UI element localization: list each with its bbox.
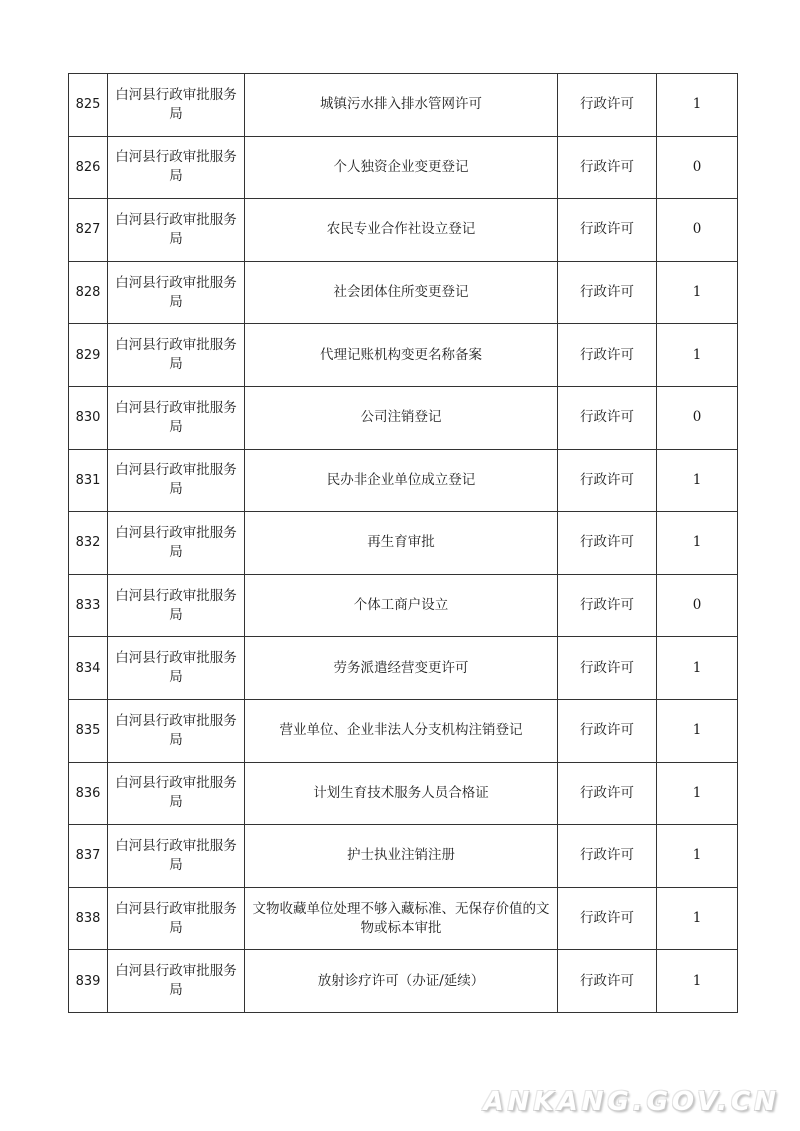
table-row: [69, 449, 738, 512]
cell-count: 1: [657, 825, 738, 888]
table-row: [69, 950, 738, 1013]
cell-item-name: 个体工商户设立: [245, 574, 558, 637]
table-row: [69, 762, 738, 825]
cell-number: 836: [69, 762, 108, 825]
document-table-container: [68, 73, 713, 1013]
cell-number: 829: [69, 324, 108, 387]
cell-organization: 白河县行政审批服务局: [108, 637, 245, 700]
table-row: [69, 261, 738, 324]
cell-item-name: 放射诊疗许可（办证/延续）: [245, 950, 558, 1013]
cell-organization: 白河县行政审批服务局: [108, 887, 245, 950]
cell-item-name: 个人独资企业变更登记: [245, 136, 558, 199]
cell-item-name: 民办非企业单位成立登记: [245, 449, 558, 512]
cell-count: 0: [657, 199, 738, 262]
cell-number: 827: [69, 199, 108, 262]
cell-count: 1: [657, 762, 738, 825]
table-row: [69, 199, 738, 262]
cell-number: 831: [69, 449, 108, 512]
cell-count: 1: [657, 449, 738, 512]
cell-item-name: 护士执业注销注册: [245, 825, 558, 888]
cell-organization: 白河县行政审批服务局: [108, 449, 245, 512]
table-row: [69, 637, 738, 700]
cell-organization: 白河县行政审批服务局: [108, 324, 245, 387]
table-row: [69, 74, 738, 137]
cell-organization: 白河县行政审批服务局: [108, 74, 245, 137]
table-body: [69, 74, 738, 1013]
cell-organization: 白河县行政审批服务局: [108, 199, 245, 262]
cell-item-type: 行政许可: [558, 199, 657, 262]
cell-item-type: 行政许可: [558, 74, 657, 137]
cell-item-type: 行政许可: [558, 449, 657, 512]
cell-count: 1: [657, 699, 738, 762]
cell-count: 0: [657, 574, 738, 637]
cell-item-name: 劳务派遣经营变更许可: [245, 637, 558, 700]
cell-item-type: 行政许可: [558, 762, 657, 825]
cell-organization: 白河县行政审批服务局: [108, 699, 245, 762]
cell-number: 832: [69, 512, 108, 575]
cell-count: 1: [657, 324, 738, 387]
cell-organization: 白河县行政审批服务局: [108, 386, 245, 449]
cell-count: 1: [657, 512, 738, 575]
cell-item-name: 社会团体住所变更登记: [245, 261, 558, 324]
cell-count: 1: [657, 74, 738, 137]
cell-item-type: 行政许可: [558, 637, 657, 700]
cell-item-type: 行政许可: [558, 699, 657, 762]
cell-item-name: 城镇污水排入排水管网许可: [245, 74, 558, 137]
cell-organization: 白河县行政审批服务局: [108, 574, 245, 637]
table-row: [69, 386, 738, 449]
cell-item-type: 行政许可: [558, 950, 657, 1013]
table-row: [69, 136, 738, 199]
approval-items-table: [68, 73, 738, 1013]
cell-item-type: 行政许可: [558, 324, 657, 387]
cell-count: 1: [657, 261, 738, 324]
table-row: [69, 699, 738, 762]
cell-number: 834: [69, 637, 108, 700]
cell-number: 833: [69, 574, 108, 637]
cell-number: 839: [69, 950, 108, 1013]
cell-organization: 白河县行政审批服务局: [108, 261, 245, 324]
cell-number: 828: [69, 261, 108, 324]
cell-item-name: 计划生育技术服务人员合格证: [245, 762, 558, 825]
cell-number: 830: [69, 386, 108, 449]
cell-organization: 白河县行政审批服务局: [108, 762, 245, 825]
cell-count: 0: [657, 136, 738, 199]
cell-item-name: 再生育审批: [245, 512, 558, 575]
table-row: [69, 574, 738, 637]
cell-count: 1: [657, 950, 738, 1013]
cell-item-type: 行政许可: [558, 136, 657, 199]
cell-organization: 白河县行政审批服务局: [108, 825, 245, 888]
cell-count: 1: [657, 637, 738, 700]
cell-item-type: 行政许可: [558, 574, 657, 637]
cell-item-name: 文物收藏单位处理不够入藏标准、无保存价值的文物或标本审批: [245, 887, 558, 950]
cell-organization: 白河县行政审批服务局: [108, 512, 245, 575]
cell-item-name: 营业单位、企业非法人分支机构注销登记: [245, 699, 558, 762]
cell-item-name: 代理记账机构变更名称备案: [245, 324, 558, 387]
cell-item-type: 行政许可: [558, 512, 657, 575]
cell-count: 0: [657, 386, 738, 449]
cell-organization: 白河县行政审批服务局: [108, 136, 245, 199]
cell-number: 825: [69, 74, 108, 137]
table-row: [69, 825, 738, 888]
cell-item-type: 行政许可: [558, 887, 657, 950]
site-watermark: ANKANG.GOV.CN: [483, 1087, 780, 1117]
table-row: [69, 512, 738, 575]
cell-item-type: 行政许可: [558, 386, 657, 449]
cell-count: 1: [657, 887, 738, 950]
table-row: [69, 887, 738, 950]
cell-number: 838: [69, 887, 108, 950]
table-row: [69, 324, 738, 387]
cell-item-type: 行政许可: [558, 825, 657, 888]
cell-organization: 白河县行政审批服务局: [108, 950, 245, 1013]
cell-number: 835: [69, 699, 108, 762]
cell-number: 826: [69, 136, 108, 199]
cell-item-name: 农民专业合作社设立登记: [245, 199, 558, 262]
cell-item-type: 行政许可: [558, 261, 657, 324]
cell-number: 837: [69, 825, 108, 888]
cell-item-name: 公司注销登记: [245, 386, 558, 449]
